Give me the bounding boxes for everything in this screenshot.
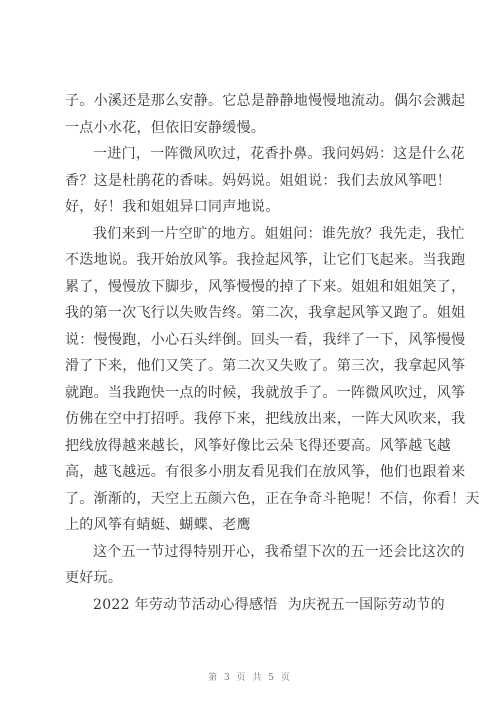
paragraph-line: 滑了下来，他们又笑了。第二次又失败了。第三次，我拿起风筝 bbox=[65, 358, 466, 374]
paragraph-line: 这个五一节过得特别开心，我希望下次的五一还会比这次的 bbox=[93, 543, 465, 560]
paragraph-line: 就跑。当我跑快一点的时候，我就放手了。一阵微风吹过，风筝 bbox=[65, 384, 466, 401]
article-title-right: 为庆祝五一国际劳动节的 bbox=[287, 596, 445, 613]
paragraph-line: 一进门，一阵微风吹过，花香扑鼻。我问妈妈：这是什么花 bbox=[93, 146, 465, 162]
paragraph-line: 了。渐渐的，天空上五颜六色，正在争奇斗艳呢！不信，你看！天 bbox=[65, 490, 480, 507]
paragraph-line: 仿佛在空中打招呼。我停下来，把线放出来，一阵大风吹来，我 bbox=[65, 411, 466, 427]
page-footer: 第 3 页 共 5 页 bbox=[208, 673, 292, 683]
paragraph-line: 我们来到一片空旷的地方。姐姐问：谁先放？我先走，我忙 bbox=[93, 225, 465, 242]
document-body bbox=[65, 88, 480, 618]
paragraph-line: 上的风筝有蜻蜓、蝴蝶、老鹰 bbox=[65, 517, 251, 533]
paragraph-line: 更好玩。 bbox=[65, 570, 123, 586]
paragraph-line: 说：慢慢跑，小心石头绊倒。回头一看，我绊了一下，风筝慢慢 bbox=[65, 331, 466, 348]
paragraph-line: 高，越飞越远。有很多小朋友看见我们在放风筝，他们也跟着来 bbox=[65, 464, 466, 480]
article-title-left: 2022 年劳动节活动心得感悟 bbox=[93, 596, 278, 613]
article-title-line bbox=[65, 592, 445, 619]
paragraph-line: 子。小溪还是那么安静。它总是静静地慢慢地流动。偶尔会溅起 bbox=[65, 93, 466, 109]
paragraph-line: 一点小水花，但依旧安静缓慢。 bbox=[65, 119, 266, 136]
paragraph-line: 好，好！我和姐姐异口同声地说。 bbox=[65, 199, 280, 215]
paragraph-line: 累了，慢慢放下脚步，风筝慢慢的掉了下来。姐姐和姐姐笑了， bbox=[65, 278, 466, 295]
paragraph-line: 不迭地说。我开始放风筝。我捡起风筝，让它们飞起来。当我跑 bbox=[65, 252, 466, 268]
paragraph-line: 香？这是杜鹃花的香味。妈妈说。姐姐说：我们去放风筝吧！ bbox=[65, 172, 452, 189]
paragraph-line: 我的第一次飞行以失败告终。第二次，我拿起风筝又跑了。姐姐 bbox=[65, 305, 466, 321]
paragraph-line: 把线放得越来越长，风筝好像比云朵飞得还要高。风筝越飞越 bbox=[65, 437, 452, 454]
